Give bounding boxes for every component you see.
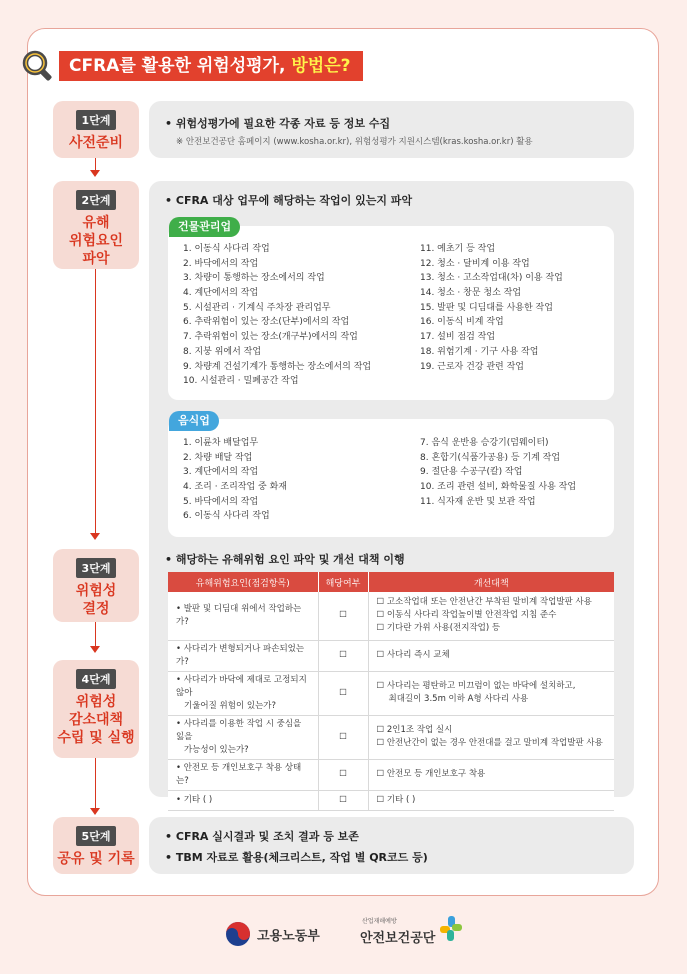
page-title-highlight: 방법은? <box>291 56 351 76</box>
stage-2-label <box>53 181 139 269</box>
list-item: 8. 혼합기(식품가공용) 등 기계 작업 <box>420 452 561 463</box>
stage-number: 1단계 <box>76 110 117 130</box>
applicable-checkbox[interactable]: ☐ <box>318 671 368 715</box>
list-item: 11. 식자재 운반 및 보관 작업 <box>420 496 536 507</box>
risk-item: • 사다리가 바닥에 제대로 고정되지 않아 기울어질 위험이 있는가? <box>168 671 318 715</box>
list-item: 12. 청소 · 달비계 이용 작업 <box>420 258 530 269</box>
flow-arrow-icon <box>90 170 100 177</box>
list-item: 3. 차량이 통행하는 장소에서의 작업 <box>183 273 325 284</box>
stage-3-bullet: • 해당하는 유해위험 요인 파악 및 개선 대책 이행 <box>165 553 405 566</box>
list-item: 15. 발판 및 디딤대를 사용한 작업 <box>420 302 553 313</box>
list-item: 5. 바닥에서의 작업 <box>183 496 259 507</box>
table-row <box>168 759 614 790</box>
page-title <box>59 51 363 81</box>
stage-5-panel <box>149 817 634 874</box>
flow-arrow-icon <box>90 533 100 540</box>
risk-item: • 발판 및 디딤대 위에서 작업하는가? <box>168 592 318 640</box>
applicable-checkbox[interactable]: ☐ <box>318 640 368 671</box>
food-label: 음식업 <box>169 411 219 431</box>
applicable-checkbox[interactable]: ☐ <box>318 715 368 759</box>
list-item: 13. 청소 · 고소작업대(차) 이용 작업 <box>420 273 563 284</box>
ministry-logo <box>225 921 320 947</box>
table-row <box>168 715 614 759</box>
stage-name: 위험성 감소대책 수립 및 실행 <box>57 694 135 746</box>
list-item: 9. 차량계 건설기계가 통행하는 장소에서의 작업 <box>183 361 372 372</box>
list-item: 11. 예초기 등 작업 <box>420 244 496 254</box>
flow-line <box>95 758 96 810</box>
table-row <box>168 640 614 671</box>
stage-5-bullet: • TBM 자료로 활용(체크리스트, 작업 별 QR코드 등) <box>165 851 428 864</box>
flow-line <box>95 269 96 534</box>
stage-1-note: ※ 안전보건공단 홈페이지 (www.kosha.or.kr), 위험성평가 지원시스템(kras.kosha.or.kr) 활용 <box>176 137 533 147</box>
list-item: 4. 조리 · 조리작업 중 화재 <box>183 482 287 493</box>
list-item: 1. 이동식 사다리 작업 <box>183 244 270 254</box>
agency-cross-icon <box>440 916 462 942</box>
risk-item: • 사다리가 변형되거나 파손되었는가? <box>168 640 318 671</box>
risk-item: • 안전모 등 개인보호구 착용 상태는? <box>168 759 318 790</box>
list-item: 8. 지붕 위에서 작업 <box>183 346 262 357</box>
list-item: 2. 바닥에서의 작업 <box>183 258 259 269</box>
stage-1-panel <box>149 101 634 158</box>
improvement-measures: ☐ 기타 ( ) <box>368 790 614 810</box>
table-row <box>168 790 614 810</box>
risk-item: • 사다리를 이용한 작업 시 중심을 잃을 가능성이 있는가? <box>168 715 318 759</box>
flow-arrow-icon <box>90 646 100 653</box>
stage-2-bullet: • CFRA 대상 업무에 해당하는 작업이 있는지 파악 <box>165 194 413 207</box>
table-row <box>168 592 614 640</box>
stage-5-label <box>53 817 139 874</box>
stage-1-bullet: • 위험성평가에 필요한 각종 자료 등 정보 수집 <box>165 117 391 130</box>
applicable-checkbox[interactable]: ☐ <box>318 592 368 640</box>
stage-5-bullet: • CFRA 실시결과 및 조치 결과 등 보존 <box>165 830 359 843</box>
building-list-left <box>183 242 371 389</box>
list-item: 2. 차량 배달 작업 <box>183 452 253 463</box>
stage-1-label <box>53 101 139 158</box>
building-label: 건물관리업 <box>169 217 240 237</box>
flow-line <box>95 622 96 648</box>
list-item: 10. 조리 관련 설비, 화학물질 사용 작업 <box>420 482 577 493</box>
stage-number: 3단계 <box>76 558 117 578</box>
stage-number: 4단계 <box>76 669 117 689</box>
stage-3-label <box>53 549 139 622</box>
food-list-left <box>183 436 287 524</box>
ministry-name: 고용노동부 <box>257 928 320 944</box>
stage-name: 위험성 결정 <box>75 583 117 617</box>
list-item: 3. 계단에서의 작업 <box>183 467 259 478</box>
flow-arrow-icon <box>90 808 100 815</box>
list-item: 6. 추락위험이 있는 장소(단부)에서의 작업 <box>183 317 350 328</box>
risk-item: • 기타 ( ) <box>168 790 318 810</box>
applicable-checkbox[interactable]: ☐ <box>318 790 368 810</box>
list-item: 10. 시설관리 · 밀폐공간 작업 <box>183 376 299 387</box>
list-item: 4. 계단에서의 작업 <box>183 288 259 299</box>
list-item: 18. 위험기계 · 기구 사용 작업 <box>420 346 539 357</box>
table-header: 유해위험요인(점검항목) <box>168 572 318 592</box>
improvement-measures: ☐ 안전모 등 개인보호구 착용 <box>368 759 614 790</box>
stage-name: 공유 및 기록 <box>57 851 135 867</box>
list-item: 19. 근로자 건강 관련 작업 <box>420 361 525 372</box>
table-header: 해당여부 <box>318 572 368 592</box>
list-item: 1. 이륜차 배달업무 <box>183 438 259 448</box>
improvement-measures: ☐ 사다리는 평탄하고 미끄럼이 없는 바닥에 설치하고, 최대길이 3.5m 이하 A형 사다리 사용 <box>368 671 614 715</box>
footer <box>0 916 687 956</box>
building-list-right <box>420 242 563 374</box>
applicable-checkbox[interactable]: ☐ <box>318 759 368 790</box>
improvement-measures: ☐ 사다리 즉시 교체 <box>368 640 614 671</box>
stage-number: 5단계 <box>76 826 117 846</box>
list-item: 9. 절단용 수공구(칼) 작업 <box>420 467 523 478</box>
list-item: 14. 청소 · 창문 청소 작업 <box>420 288 522 299</box>
page-title-main: CFRA를 활용한 위험성평가, <box>69 56 286 76</box>
list-item: 7. 추락위험이 있는 장소(개구부)에서의 작업 <box>183 332 358 343</box>
stage-name: 사전준비 <box>68 135 124 151</box>
taegeuk-icon <box>225 921 251 947</box>
stage-number: 2단계 <box>76 190 117 210</box>
agency-tagline: 산업재해예방 <box>362 918 397 925</box>
list-item: 7. 음식 운반용 승강기(덤웨이터) <box>420 438 549 448</box>
list-item: 16. 이동식 비계 작업 <box>420 317 504 328</box>
improvement-measures: ☐ 고소작업대 또는 안전난간 부착된 말비계 작업발판 사용 ☐ 이동식 사다리 작업높이별 안전작업 지침 준수 ☐ 기다란 가위 사용(전지작업) 등 <box>368 592 614 640</box>
agency-name: 안전보건공단 <box>360 931 436 946</box>
agency-logo <box>360 916 435 946</box>
list-item: 5. 시설관리 · 기계식 주차장 관리업무 <box>183 302 331 313</box>
title-bar <box>21 48 363 84</box>
list-item: 17. 설비 점검 작업 <box>420 332 496 343</box>
improvement-measures: ☐ 2인1조 작업 실시 ☐ 안전난간이 없는 경우 안전대를 걸고 말비계 작업발판 사용 <box>368 715 614 759</box>
risk-table <box>168 572 614 811</box>
table-header: 개선대책 <box>368 572 614 592</box>
list-item: 6. 이동식 사다리 작업 <box>183 511 270 522</box>
magnifier-icon <box>21 49 55 83</box>
table-row <box>168 671 614 715</box>
stage-4-label <box>53 660 139 758</box>
stage-name: 유해 위험요인 파악 <box>68 215 124 267</box>
food-list-right <box>420 436 576 509</box>
